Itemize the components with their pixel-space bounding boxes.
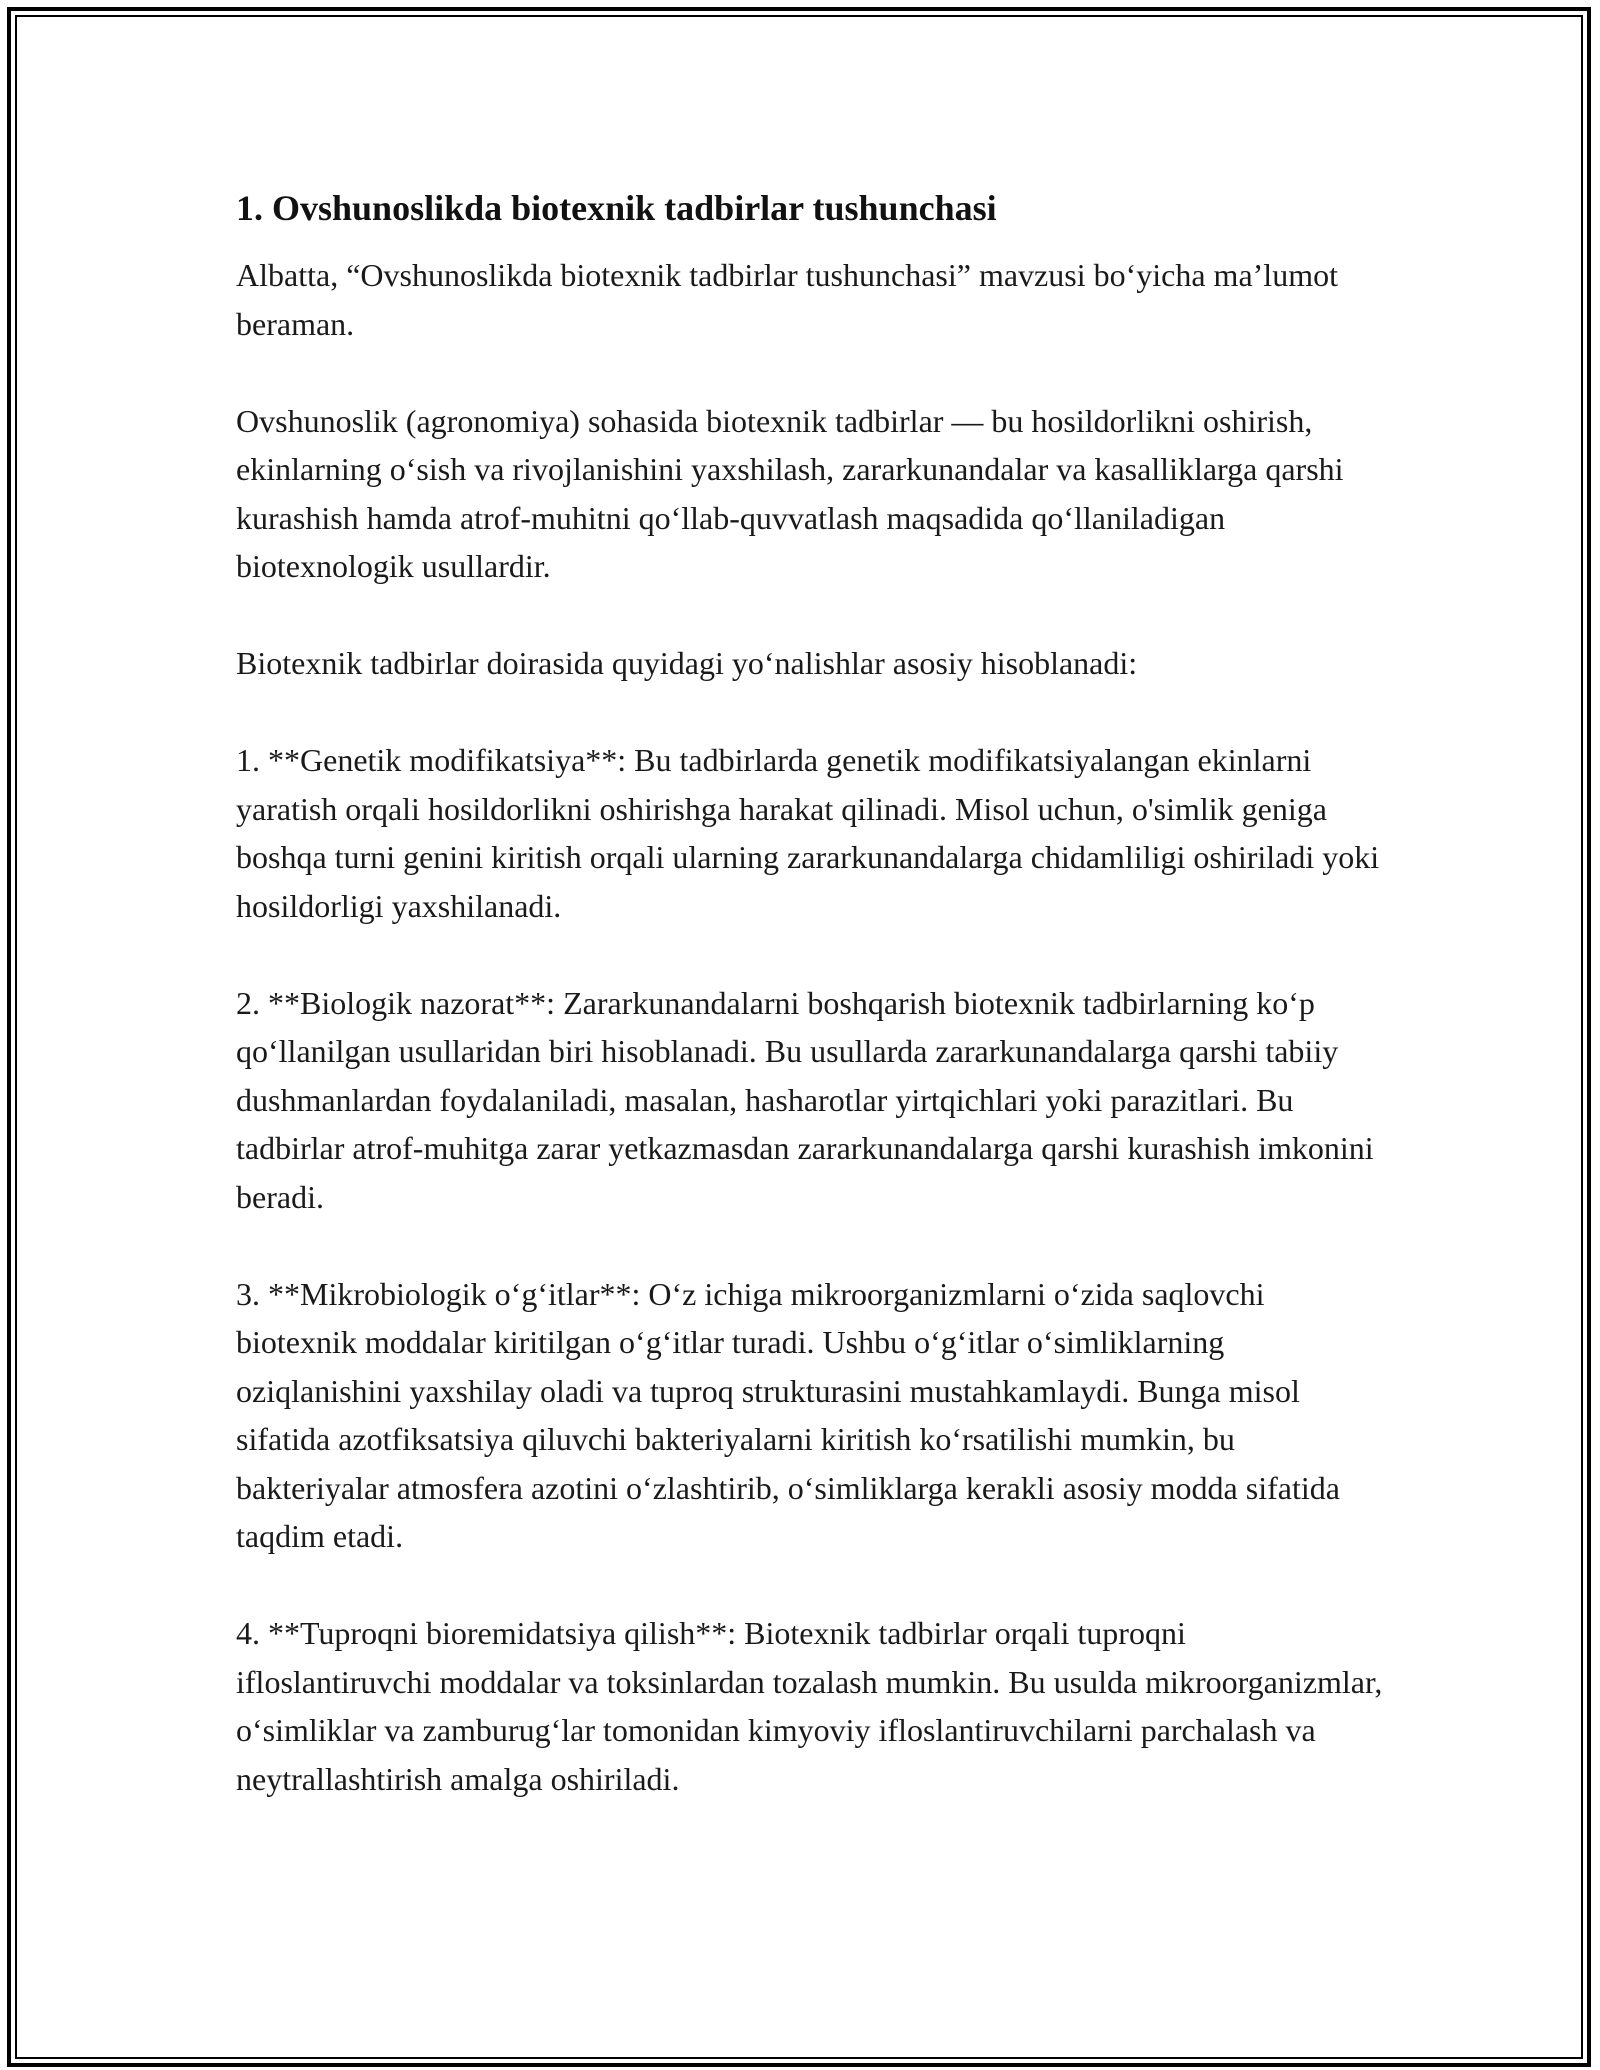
list-item-genetic-modification: 1. **Genetik modifikatsiya**: Bu tadbirlarda genetik modifikatsiyalangan ekinlarni yaratish orqali hosildorlikni oshirishga harakat qilinadi. Misol uchun, o'simlik geniga boshqa turni genini kiritish orqali ularning zararkunandalarga chidamliligi oshiriladi yoki hosildorligi yaxshilanadi. (236, 742, 1380, 924)
list-item-soil-bioremediation: 4. **Tuproqni bioremidatsiya qilish**: Biotexnik tadbirlar orqali tuproqni ifloslantiruvchi moddalar va toksinlardan tozalash mumkin. Bu usulda mikroorganizmlar, o‘simliklar va zamburug‘lar tomonidan kimyoviy ifloslantiruvchilarni parchalash va neytrallashtirish amalga oshiriladi. (236, 1615, 1383, 1797)
paragraph-directions-intro: Biotexnik tadbirlar doirasida quyidagi yo‘nalishlar asosiy hisoblanadi: (236, 645, 1138, 681)
list-item-microbiological-fertilizers: 3. **Mikrobiologik o‘g‘itlar**: O‘z ichiga mikroorganizmlarni o‘zida saqlovchi biotexnik moddalar kiritilgan o‘g‘itlar turadi. Ushbu o‘g‘itlar o‘simliklarning oziqlanishini yaxshilay oladi va tuproq strukturasini mustahkamlaydi. Bunga misol sifatida azotfiksatsiya qiluvchi bakteriyalarni kiritish ko‘rsatilishi mumkin, bu bakteriyalar atmosfera azotini o‘zlashtirib, o‘simliklarga kerakli asosiy modda sifatida taqdim etadi. (236, 1275, 1340, 1554)
paragraph-definition: Ovshunoslik (agronomiya) sohasida biotexnik tadbirlar — bu hosildorlikni oshirish, ekinlarning o‘sish va rivojlanishini yaxshilash, zararkunandalar va kasalliklarga qarshi kurashish hamda atrof-muhitni qo‘llab-quvvatlash maqsadida qo‘llaniladigan biotexnologik usullardir. (236, 402, 1344, 584)
document-title: 1. Ovshunoslikda biotexnik tadbirlar tushunchasi (236, 188, 997, 228)
document-body (236, 185, 1386, 1803)
paragraph-intro: Albatta, “Ovshunoslikda biotexnik tadbirlar tushunchasi” mavzusi bo‘yicha ma’lumot beraman. (236, 257, 1338, 342)
list-item-biological-control: 2. **Biologik nazorat**: Zararkunandalarni boshqarish biotexnik tadbirlarning ko‘p qo‘llanilgan usullaridan biri hisoblanadi. Bu usullarda zararkunandalarga qarshi tabiiy dushmanlardan foydalaniladi, masalan, hasharotlar yirtqichlari yoki parazitlari. Bu tadbirlar atrof-muhitga zarar yetkazmasdan zararkunandalarga qarshi kurashish imkonini beradi. (236, 984, 1374, 1215)
